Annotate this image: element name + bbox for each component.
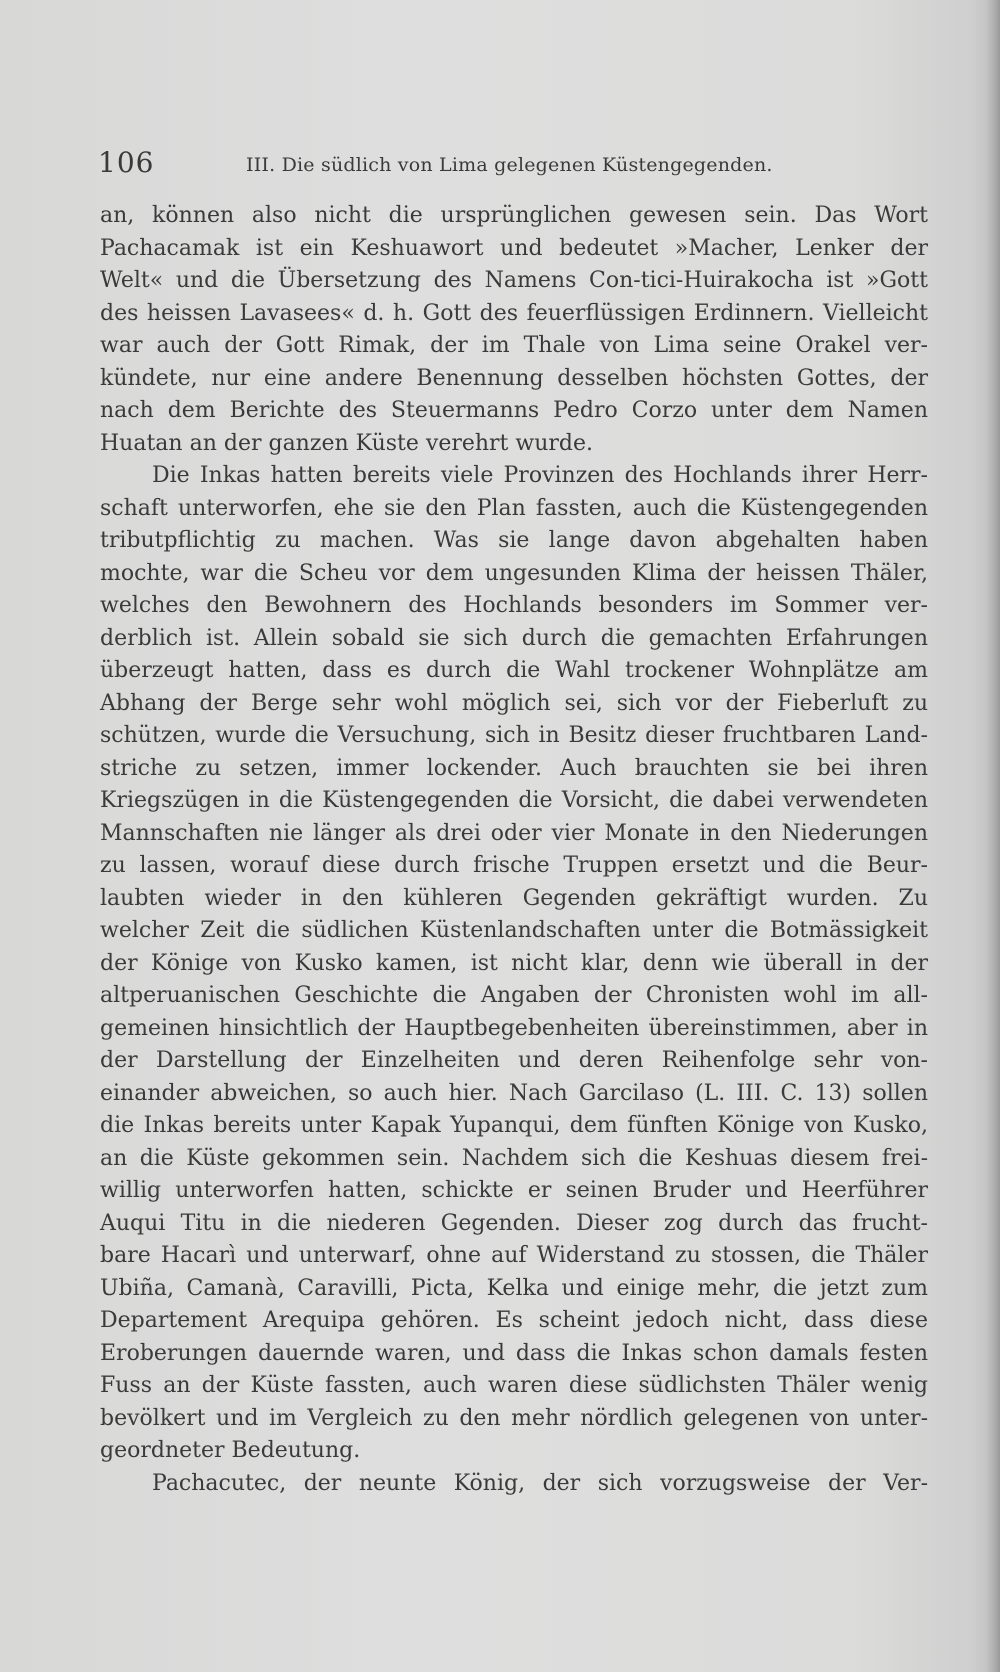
text-line: welcher Zeit die südlichen Küstenlandschaften unter die Botmässigkeit	[100, 918, 928, 943]
text-line: Pachacamak ist ein Keshuawort und bedeutet »Macher, Lenker der	[100, 235, 928, 261]
page-number: 106	[98, 146, 155, 179]
text-line: Ubiña, Camanà, Caravilli, Picta, Kelka und einige mehr, die jetzt zum	[100, 1275, 928, 1301]
text-line: gemeinen hinsichtlich der Hauptbegebenheiten übereinstimmen, aber in	[100, 1015, 928, 1041]
text-line: tributpflichtig zu machen. Was sie lange davon abgehalten haben	[100, 528, 928, 553]
text-line: willig unterworfen hatten, schickte er seinen Bruder und Heerführer	[100, 1178, 928, 1203]
text-line: laubten wieder in den kühleren Gegenden gekräftigt wurden. Zu	[100, 885, 928, 911]
text-line: bare Hacarì und unterwarf, ohne auf Widerstand zu stossen, die Thäler	[100, 1243, 928, 1268]
text-line: die Inkas bereits unter Kapak Yupanqui, dem fünften Könige von Kusko,	[100, 1113, 928, 1138]
text-line: Kriegszügen in die Küstengegenden die Vorsicht, die dabei verwendeten	[100, 788, 928, 813]
text-line: Mannschaften nie länger als drei oder vier Monate in den Niederungen	[100, 820, 928, 846]
text-line: Fuss an der Küste fassten, auch waren diese südlichsten Thäler wenig	[100, 1373, 928, 1398]
text-line: einander abweichen, so auch hier. Nach Garcilaso (L. III. C. 13) sollen	[100, 1080, 928, 1106]
body-text	[100, 200, 928, 1500]
page-edge-shadow	[986, 0, 1000, 1672]
text-line: Auqui Titu in die niederen Gegenden. Dieser zog durch das frucht-	[100, 1210, 928, 1236]
text-line: der Könige von Kusko kamen, ist nicht klar, denn wie überall in der	[100, 950, 928, 976]
text-line: Welt« und die Übersetzung des Namens Con-tici-Huirakocha ist »Gott	[100, 268, 928, 293]
text-line: an, können also nicht die ursprünglichen gewesen sein. Das Wort	[100, 203, 928, 228]
text-line: schaft unterworfen, ehe sie den Plan fassten, auch die Küstengegenden	[100, 495, 928, 521]
text-line: Eroberungen dauernde waren, und dass die Inkas schon damals festen	[100, 1340, 928, 1366]
text-line: war auch der Gott Rimak, der im Thale von Lima seine Orakel ver-	[100, 333, 928, 358]
text-line: der Darstellung der Einzelheiten und deren Reihenfolge sehr von-	[100, 1048, 928, 1073]
text-line: Departement Arequipa gehören. Es scheint jedoch nicht, dass diese	[100, 1308, 928, 1333]
paragraph-start-line: Die Inkas hatten bereits viele Provinzen des Hochlands ihrer Herr-	[152, 463, 928, 488]
text-line: überzeugt hatten, dass es durch die Wahl trockener Wohnplätze am	[100, 658, 928, 683]
text-line: derblich ist. Allein sobald sie sich durch die gemachten Erfahrungen	[100, 625, 928, 651]
text-line: kündete, nur eine andere Benennung desselben höchsten Gottes, der	[100, 365, 928, 391]
paragraph-end-line: geordneter Bedeutung.	[100, 1438, 361, 1463]
paragraph-end-line: Huatan an der ganzen Küste verehrt wurde.	[100, 430, 594, 456]
text-line: des heissen Lavasees« d. h. Gott des feuerflüssigen Erdinnern. Vielleicht	[100, 300, 928, 326]
text-line: nach dem Berichte des Steuermanns Pedro Corzo unter dem Namen	[100, 398, 928, 423]
text-line: an die Küste gekommen sein. Nachdem sich die Keshuas diesem frei-	[100, 1145, 928, 1171]
text-line: striche zu setzen, immer lockender. Auch brauchten sie bei ihren	[100, 755, 928, 781]
page-header	[98, 146, 928, 186]
text-line: altperuanischen Geschichte die Angaben der Chronisten wohl im all-	[100, 983, 928, 1008]
running-title: III. Die südlich von Lima gelegenen Küstengegenden.	[246, 154, 773, 176]
text-line: zu lassen, worauf diese durch frische Truppen ersetzt und die Beur-	[100, 853, 928, 878]
text-line: schützen, wurde die Versuchung, sich in Besitz dieser fruchtbaren Land-	[100, 723, 928, 748]
text-line: mochte, war die Scheu vor dem ungesunden Klima der heissen Thäler,	[100, 560, 928, 586]
text-line: welches den Bewohnern des Hochlands besonders im Sommer ver-	[100, 593, 928, 618]
paragraph-start-line: Pachacutec, der neunte König, der sich vorzugsweise der Ver-	[152, 1470, 928, 1496]
text-line: Abhang der Berge sehr wohl möglich sei, sich vor der Fieberluft zu	[100, 690, 928, 716]
text-line: bevölkert und im Vergleich zu den mehr nördlich gelegenen von unter-	[100, 1405, 928, 1431]
